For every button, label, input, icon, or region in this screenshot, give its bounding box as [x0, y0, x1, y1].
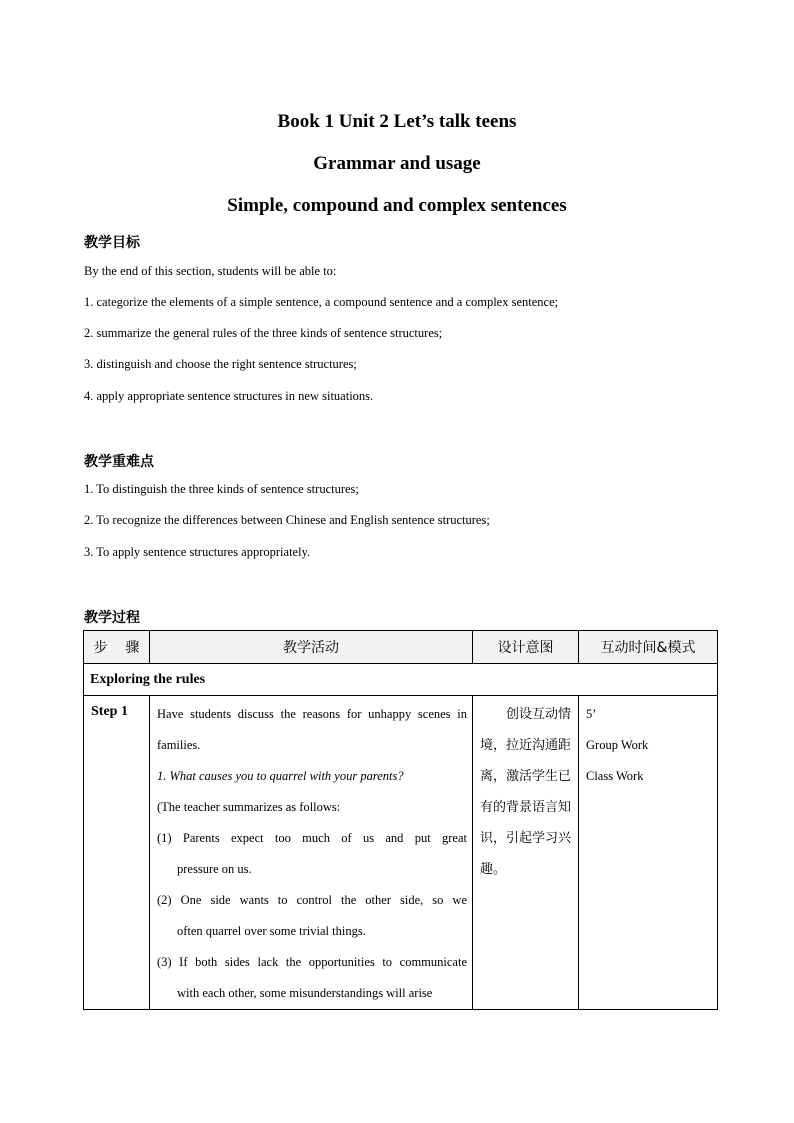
- objectives-heading: 教学目标: [84, 235, 140, 251]
- mode-type: Group Work: [586, 738, 649, 752]
- objectives-intro: By the end of this section, students will be able to:: [84, 264, 337, 278]
- column-header-activity: 教学活动: [150, 631, 473, 664]
- mode-time: 5’: [586, 707, 597, 721]
- activity-intro: Have students discuss the reasons for unhappy scenes in families.: [157, 707, 467, 752]
- process-table: [83, 630, 718, 1010]
- doc-title: Book 1 Unit 2 Let’s talk teens: [277, 111, 517, 132]
- step-label: Step 1: [84, 696, 150, 1010]
- activity-point-continued: with each other, some misunderstandings will arise: [177, 986, 433, 1000]
- doc-subtitle: Grammar and usage: [313, 153, 481, 174]
- key-point-item: 3. To apply sentence structures appropriately.: [84, 545, 311, 559]
- objective-item: 1. categorize the elements of a simple sentence, a compound sentence and a complex sentence;: [84, 295, 559, 309]
- step-purpose: [473, 696, 579, 1010]
- process-heading: 教学过程: [84, 610, 140, 626]
- objective-item: 4. apply appropriate sentence structures in new situations.: [84, 389, 374, 403]
- key-point-item: 1. To distinguish the three kinds of sentence structures;: [84, 482, 359, 496]
- column-header-mode: 互动时间&模式: [579, 631, 718, 664]
- activity-point-continued: pressure on us.: [177, 862, 252, 876]
- objective-item: 3. distinguish and choose the right sentence structures;: [84, 357, 357, 371]
- step-activity: [150, 696, 473, 1010]
- column-header-step: 步 骤: [84, 631, 150, 664]
- step-mode: [579, 696, 718, 1010]
- section-title: Exploring the rules: [84, 664, 718, 696]
- activity-summary-intro: (The teacher summarizes as follows:: [157, 800, 341, 814]
- activity-point: (1) Parents expect too much of us and put great: [157, 831, 467, 845]
- mode-type: Class Work: [586, 769, 644, 783]
- section-row: [84, 664, 718, 696]
- activity-point: (3) If both sides lack the opportunities to communicate: [157, 955, 467, 969]
- key-point-item: 2. To recognize the differences between Chinese and English sentence structures;: [84, 513, 490, 527]
- activity-point-continued: often quarrel over some trivial things.: [177, 924, 366, 938]
- activity-question: 1. What causes you to quarrel with your parents?: [157, 769, 404, 783]
- key-points-heading: 教学重难点: [84, 454, 154, 470]
- objective-item: 2. summarize the general rules of the three kinds of sentence structures;: [84, 326, 443, 340]
- doc-topic: Simple, compound and complex sentences: [227, 195, 567, 216]
- purpose-text: 创设互动情境，拉近沟通距离，激活学生已有的背景语言知识，引起学习兴趣。: [480, 707, 572, 877]
- table-row: [84, 696, 718, 1010]
- column-header-purpose: 设计意图: [473, 631, 579, 664]
- activity-point: (2) One side wants to control the other side, so we: [157, 893, 467, 907]
- table-header-row: [84, 631, 718, 664]
